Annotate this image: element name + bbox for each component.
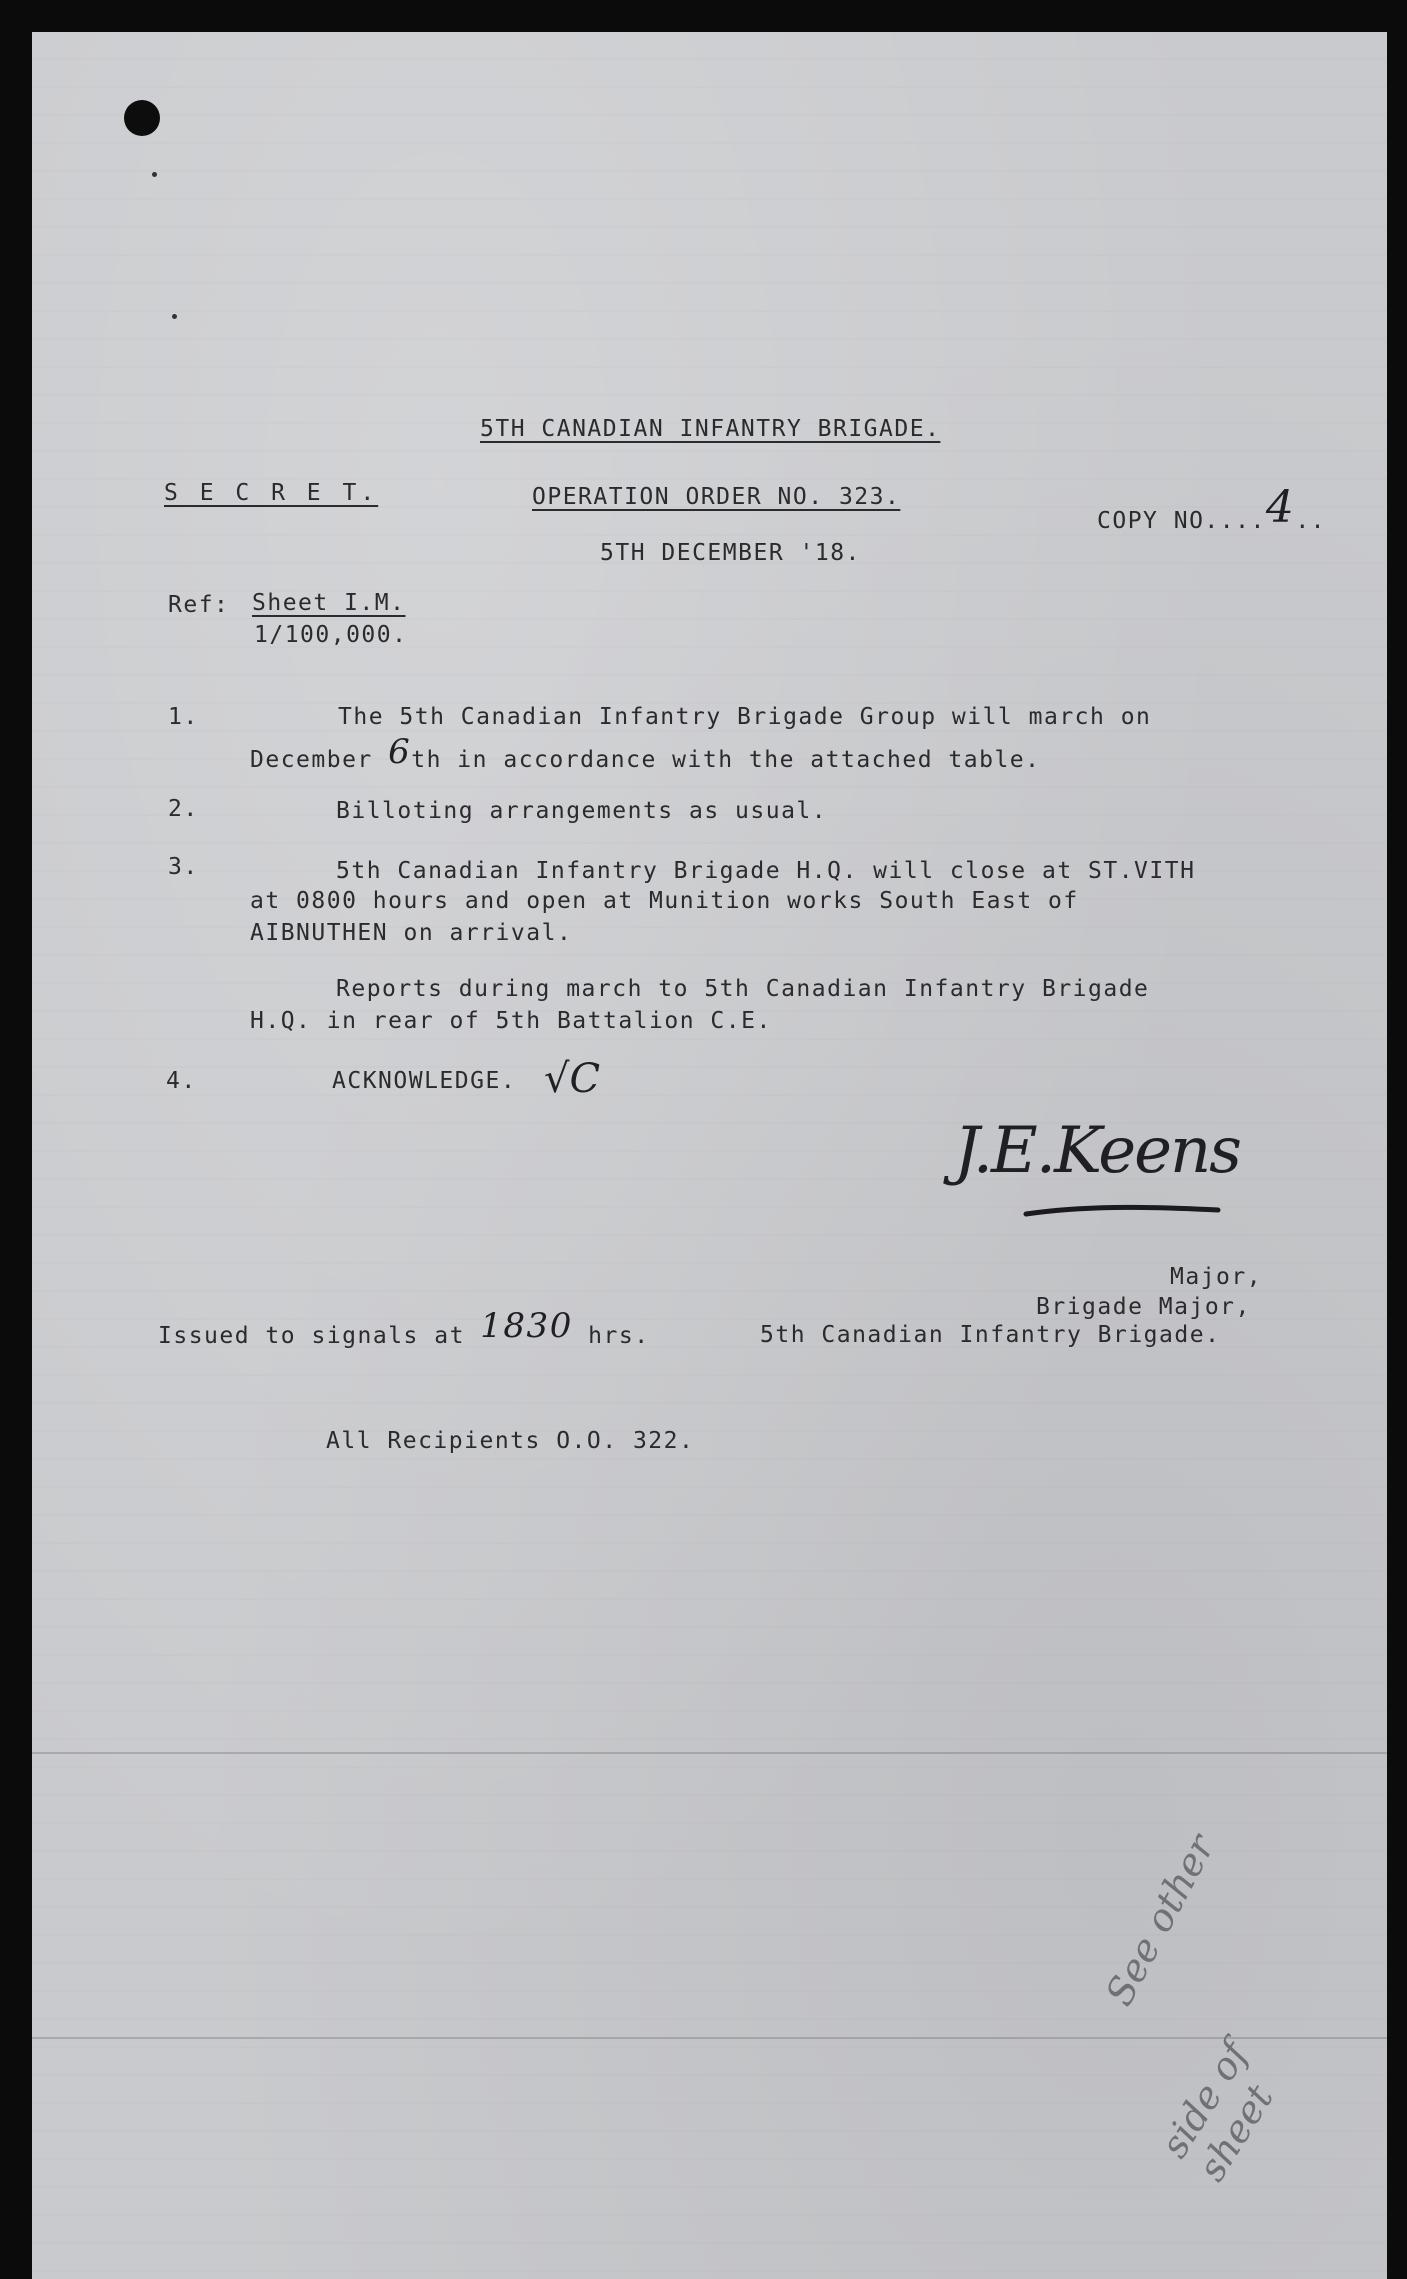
para-number: 4. <box>166 1068 197 1094</box>
issued-line <box>158 1306 650 1352</box>
copy-label-text: COPY NO. <box>1097 508 1220 534</box>
para-3-line-1: 5th Canadian Infantry Brigade H.Q. will close at ST.VITH <box>336 858 1196 884</box>
order-date: 5TH DECEMBER '18. <box>600 540 861 566</box>
issued-pre: Issued to signals at <box>158 1323 481 1349</box>
speck <box>152 172 157 177</box>
margin-note-line-2: side of sheet <box>1152 2033 1282 2189</box>
margin-note-2 <box>1152 1943 1351 2189</box>
ref-scale: 1/100,000. <box>254 622 408 648</box>
copy-trail: .. <box>1295 508 1327 534</box>
distribution-line: All Recipients O.O. 322. <box>326 1428 695 1454</box>
handwritten-signature: J.E.Keens <box>954 1114 1240 1188</box>
reports-line-2: H.Q. in rear of 5th Battalion C.E. <box>250 1008 772 1034</box>
para-1-handwritten-date: 6 <box>388 732 412 772</box>
unit-title: 5TH CANADIAN INFANTRY BRIGADE. <box>480 416 941 442</box>
fold-line <box>32 1752 1387 1754</box>
speck <box>172 314 177 319</box>
para-1-line-1: The 5th Canadian Infantry Brigade Group will march on <box>338 704 1152 730</box>
para-3-line-3: AIBNUTHEN on arrival. <box>250 920 573 946</box>
signature-underline <box>1022 1202 1222 1222</box>
fold-line <box>32 2037 1387 2039</box>
acknowledge: ACKNOWLEDGE. <box>332 1068 517 1094</box>
para-number: 3. <box>168 854 199 880</box>
classification: S E C R E T. <box>164 480 379 506</box>
margin-note-line-1: See other <box>1097 1827 1224 2013</box>
copy-label <box>1097 482 1327 539</box>
issued-post: hrs. <box>572 1323 650 1349</box>
issued-time-handwritten: 1830 <box>480 1306 573 1346</box>
ref-label: Ref: <box>168 592 230 618</box>
copy-number: 4 <box>1265 482 1296 533</box>
para-1-line-2 <box>250 732 1041 776</box>
acknowledge-tick-mark: √C <box>544 1056 601 1102</box>
signature-role: Brigade Major, <box>1036 1294 1251 1320</box>
para-number: 1. <box>168 704 199 730</box>
copy-dots: ... <box>1219 508 1266 534</box>
para-3-line-2: at 0800 hours and open at Munition works South East of <box>250 888 1079 914</box>
margin-note <box>1097 1827 1223 2012</box>
para-2-line-1: Billoting arrangements as usual. <box>336 798 828 824</box>
para-number: 2. <box>168 796 199 822</box>
punch-hole <box>124 100 160 136</box>
order-title: OPERATION ORDER NO. 323. <box>532 484 901 510</box>
signature-unit: 5th Canadian Infantry Brigade. <box>760 1322 1221 1348</box>
para-1-line-2-pre: December <box>250 747 389 773</box>
para-1-line-2-post: th in accordance with the attached table. <box>411 747 1041 773</box>
ref-sheet: Sheet I.M. <box>252 590 406 616</box>
signature-rank: Major, <box>1170 1264 1263 1290</box>
document-page <box>32 32 1387 2279</box>
reports-line-1: Reports during march to 5th Canadian Infantry Brigade <box>336 976 1150 1002</box>
